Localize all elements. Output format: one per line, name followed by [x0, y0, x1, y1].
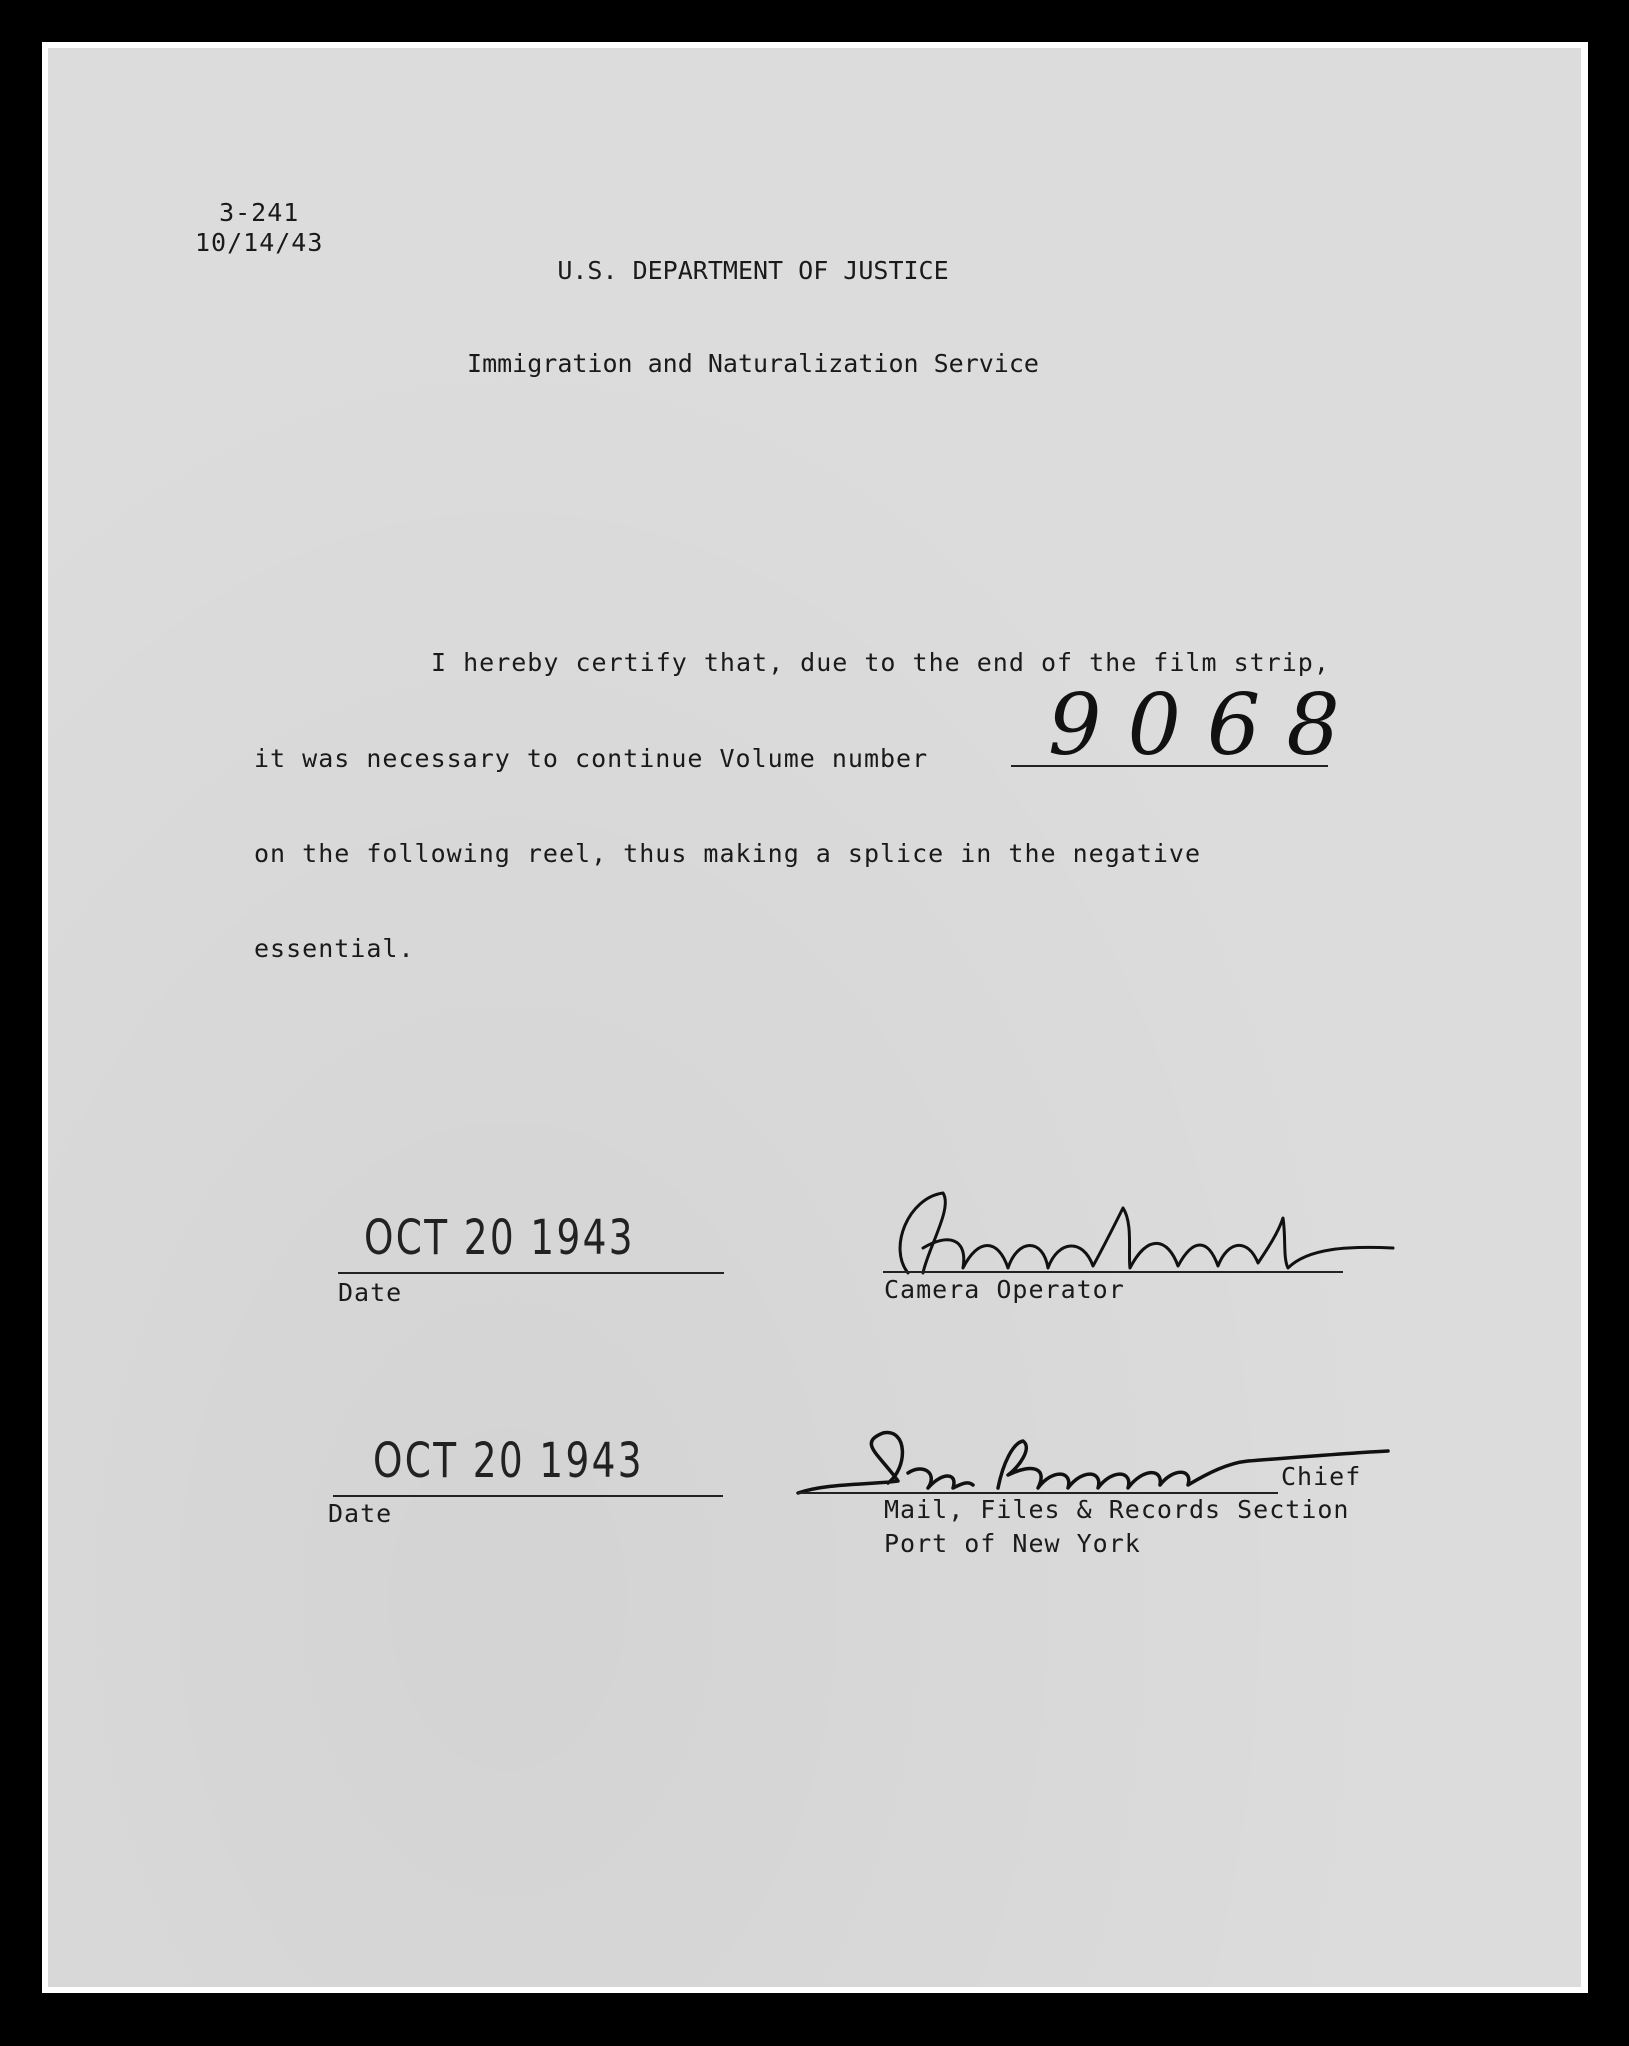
date-label-chief: Date	[328, 1499, 393, 1528]
camera-operator-title: Camera Operator	[884, 1275, 1125, 1304]
chief-port: Port of New York	[884, 1529, 1141, 1558]
form-number-block	[195, 198, 323, 258]
chief-signature-underline	[798, 1492, 1278, 1494]
date-stamp-chief: OCT 20 1943	[373, 1433, 644, 1489]
chief-section: Mail, Files & Records Section	[884, 1495, 1350, 1524]
date-stamp-operator: OCT 20 1943	[364, 1210, 635, 1266]
body-line-1: I hereby certify that, due to the end of the film strip,	[431, 648, 1330, 677]
date-underline-operator	[338, 1272, 724, 1274]
form-date: 10/14/43	[195, 228, 324, 257]
letterhead	[428, 193, 1078, 441]
document-page	[48, 48, 1581, 1987]
date-underline-chief	[333, 1495, 723, 1497]
service-name: Immigration and Naturalization Service	[467, 349, 1039, 378]
volume-number-handwritten: 9068	[1048, 676, 1366, 774]
date-label-operator: Date	[338, 1278, 403, 1307]
department-name: U.S. DEPARTMENT OF JUSTICE	[557, 256, 949, 285]
chief-title: Chief	[1281, 1462, 1362, 1491]
body-line-3: on the following reel, thus making a splice in the negative	[254, 839, 1202, 868]
form-number: 3-241	[219, 198, 300, 227]
body-line-4: essential.	[254, 934, 415, 963]
operator-signature-underline	[883, 1271, 1343, 1273]
body-line-2: it was necessary to continue Volume number	[254, 744, 929, 773]
